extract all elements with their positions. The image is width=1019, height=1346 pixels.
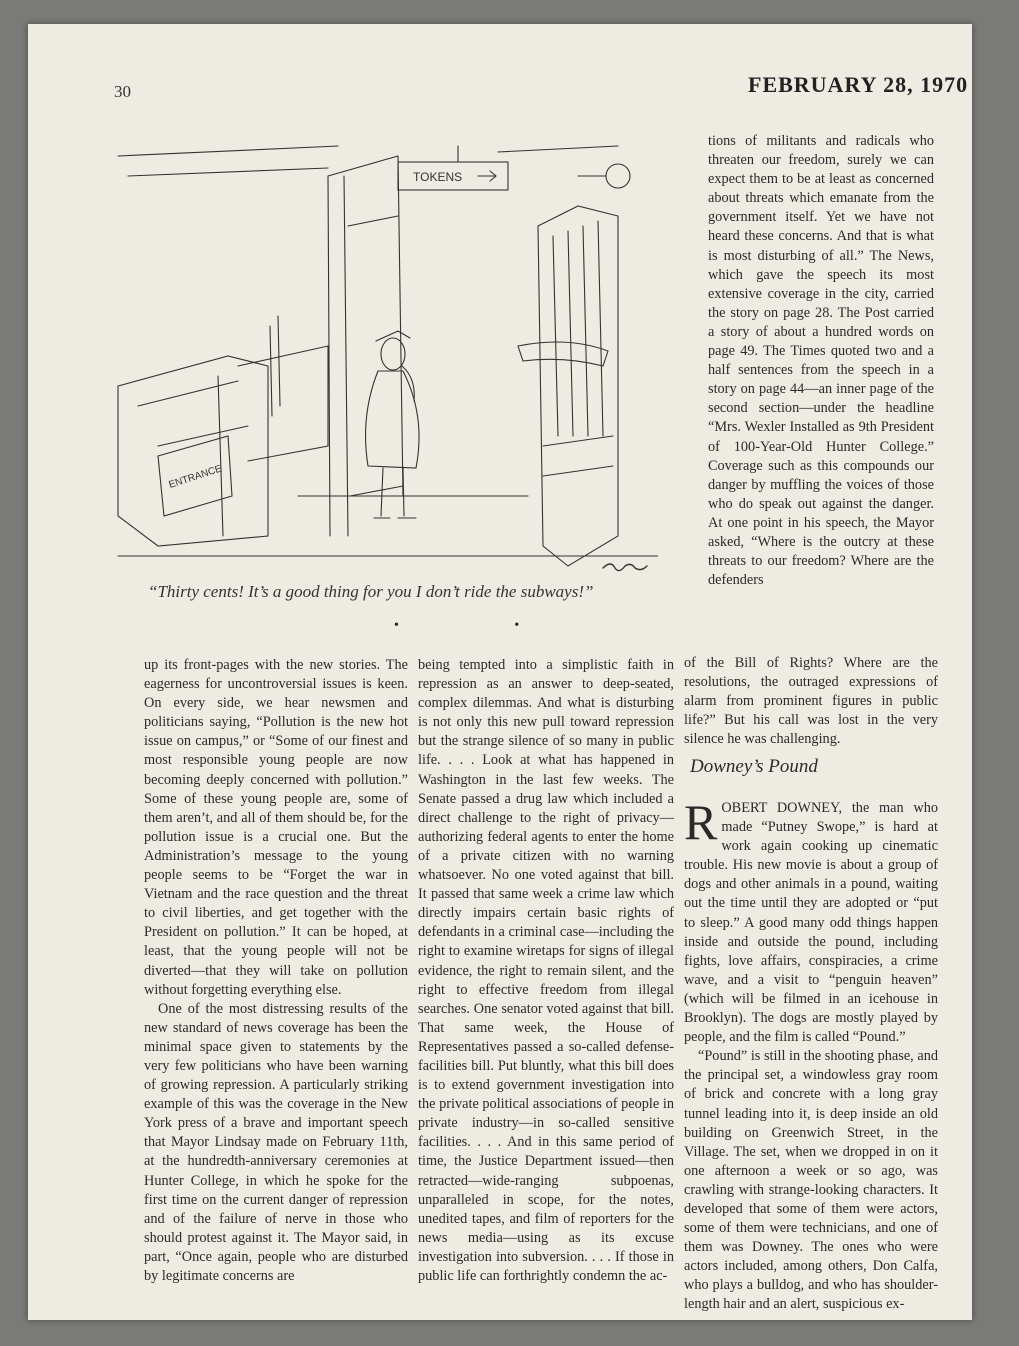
entrance-sign-text: ENTRANCE [167, 463, 224, 491]
column2-paragraph: being tempted into a simplistic faith in repression as an answer to deep-seated, complex dilemmas. And what is disturbing is not only this new pull toward repression but the strange silence of so many in public life. . . . Look at what has happened in Washington in the last few weeks. The Senate passed a drug law which included a direct challenge to the right of privacy—authorizing federal agents to enter the home of a private citizen with no warning whatsoever. No one voted against that bill. It passed that same week a crime law which directly impairs certain basic rights of defendants in a criminal case—including the right to examine wiretaps for signs of illegal evidence, the right to remain silent, and the right to effective freedom from illegal searches. One senator voted against that bill. That same week, the House of Representatives passed a so-called defense-facilities bill. Put bluntly, what this bill does is to extend government investigation into the private political associations of people in private industry—in so-called sensitive facilities. . . . And in this same period of time, the Justice Department issued—then retracted—wide-ranging subpoenas, unparalleled in scope, for the notes, unedited tapes, and film of reporters for the news media—using as its excuse investigation into subversion. . . . If those in public life can forthrightly condemn the ac- [418, 657, 674, 1284]
drop-cap: R [684, 794, 718, 850]
magazine-page [28, 24, 972, 1320]
issue-date: FEBRUARY 28, 1970 [748, 72, 969, 97]
section-separator: • • [394, 618, 576, 633]
lead-in: OBERT DOWNEY, [721, 800, 843, 816]
column1-paragraph-1: up its front-pages with the new stories. The eagerness for uncontroversial issues is keen. On every side, we hear newsmen and politicians saying, “Pollution is the new hot issue on campus,” or “Some of our finest and most responsible young people are now becoming deeply concerned with pollution.” Some of these young people are, some of them aren’t, and all of them should be, for the pollution issue is a crucial one. But the Administration’s message to the young people seems to be “Forget the war in Vietnam and the race question and the threat to civil liberties, and get together with the President on pollution.” It can be hoped, at least, that the young people will not be diverted—that they will take on pollution without forgetting everything else. [144, 657, 408, 998]
page-number: 30 [114, 82, 131, 101]
article-column-1 [144, 656, 408, 1286]
downey-section-body [684, 794, 938, 1315]
downey-paragraph-1: the man who made “Putney Swope,” is hard at work again cooking up cinematic trouble. His new movie is about a group of dogs and other animals in a pound, waiting out the time until they are adopted or “put to sleep.” A good many odd things happen inside and outside the pound, including fights, love affairs, conspiracies, a crime wave, and a visit to “penguin heaven” (which will be filmed in an icehouse in Brooklyn). The dogs are mostly played by people, and the film is called “Pound.” [684, 800, 938, 1046]
cartoon-caption: “Thirty cents! It’s a good thing for you I don’t ride the subways!” [148, 582, 594, 601]
column3-top-paragraph: tions of militants and radicals who threaten our freedom, surely we can expect them to be at least as concerned about threats which emanate from the government itself. Yet we have not heard these concerns. And that is what is most disturbing of all.” The News, which gave the speech its most extensive coverage in the city, carried the story on page 28. The Post carried a story of about a hundred words on page 49. The Times quoted two and a half sentences from the speech in a story on page 44—an inner page of the second section—under the headline “Mrs. Wexler Installed as 9th President of 100-Year-Old Hunter College.” Coverage such as this compounds our danger by muffling the voices of those who do speak out against the danger. At one point in his speech, the Mayor asked, “Where is the outcry at these threats to our freedom? Where are the defenders [708, 133, 934, 589]
column3-continued-paragraph: of the Bill of Rights? Where are the resolutions, the outraged expressions of alarm from prominent figures in public life?” But his call was lost in the very silence he was challenging. [684, 655, 938, 748]
tokens-sign-text: TOKENS [413, 170, 463, 184]
article-column-3-continued [684, 654, 938, 749]
column1-paragraph-2: One of the most distressing results of the new standard of news coverage has been the minimal space given to statements by the very few politicians who have been warning of growing repression. A particularly striking example of this was the coverage in the New York press of a brave and important speech that Mayor Lindsay made on February 11th, at the hundredth-anniversary ceremonies at Hunter College, in which he spoke for the first time on the current danger of repression and of the failure of nerve in those who should protest against it. The Mayor said, in part, “Once again, people who are disturbed by legitimate concerns are [144, 1000, 408, 1284]
subway-cartoon [98, 116, 658, 586]
section-heading: Downey’s Pound [690, 756, 818, 777]
article-column-3-top [708, 132, 934, 590]
downey-paragraph-2: “Pound” is still in the shooting phase, and the principal set, a windowless gray room of brick and concrete with a long gray tunnel leading into it, is deep inside an old building on Greenwich Street, in the Village. The set, when we dropped in on it one afternoon a week or so ago, was crawling with strange-looking characters. It developed that some of them were actors, some of them were technicians, and one of them was Downey. The ones who were actors included, among others, Don Calfa, who plays a bulldog, and who has shoulder-length hair and an alert, suspicious ex- [684, 1048, 938, 1313]
article-column-2 [418, 656, 674, 1286]
